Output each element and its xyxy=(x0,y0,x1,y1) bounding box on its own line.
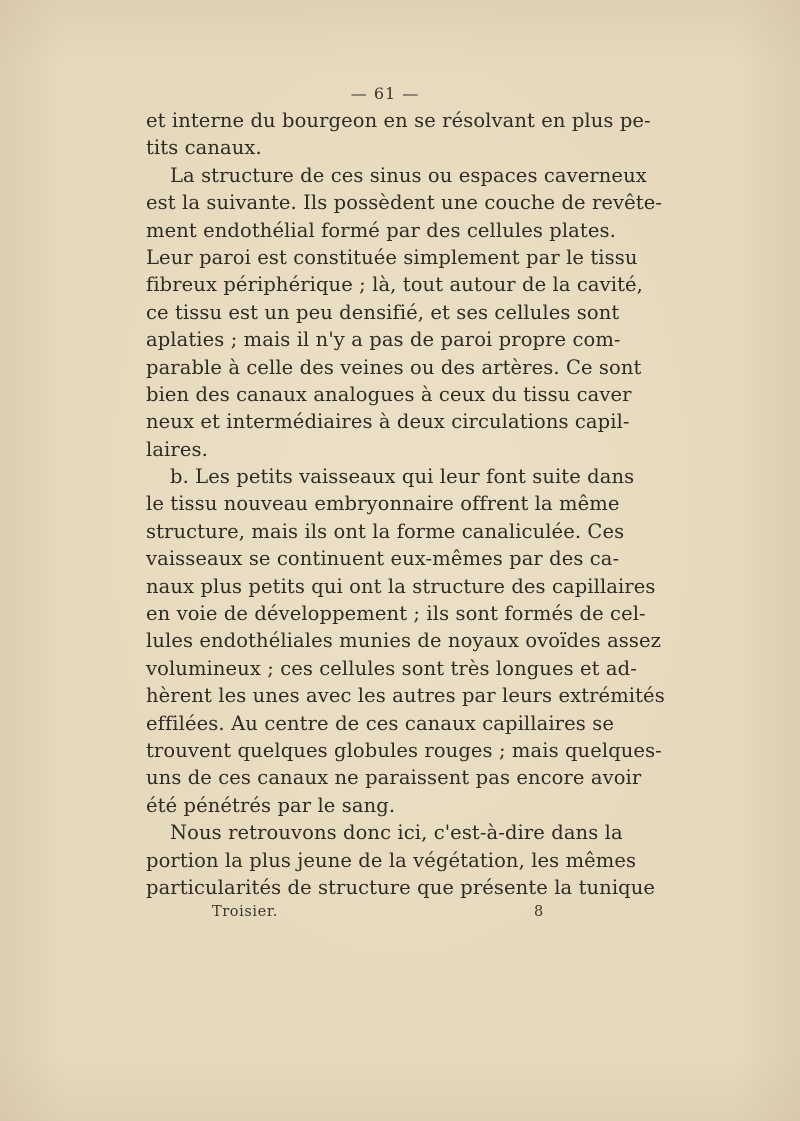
text-line: vaisseaux se continuent eux-mêmes par des ca- xyxy=(146,547,620,571)
body-text xyxy=(146,107,665,901)
text-line: structure, mais ils ont la forme canaliculée. Ces xyxy=(146,519,625,543)
text-line: effilées. Au centre de ces canaux capillaires se xyxy=(146,711,614,735)
text-line: trouvent quelques globules rouges ; mais quelques- xyxy=(146,738,662,762)
text-line: hèrent les unes avec les autres par leurs extrémités xyxy=(146,684,665,708)
text-line: tits canaux. xyxy=(146,136,262,160)
text-line: volumineux ; ces cellules sont très longues et ad- xyxy=(146,656,637,680)
text-line: portion la plus jeune de la végétation, les mêmes xyxy=(146,848,637,872)
text-line: parable à celle des veines ou des artères. Ce sont xyxy=(146,355,642,379)
text-line: fibreux périphérique ; là, tout autour de la cavité, xyxy=(146,273,643,297)
text-line: particularités de structure que présente la tunique xyxy=(146,875,656,899)
text-line: est la suivante. Ils possèdent une couche de revête- xyxy=(146,191,663,215)
text-line: lules endothéliales munies de noyaux ovoïdes assez xyxy=(146,629,662,653)
text-line: aplaties ; mais il n'y a pas de paroi propre com- xyxy=(146,328,621,352)
text-line: bien des canaux analogues à ceux du tissu caver xyxy=(146,382,632,406)
text-line: ment endothélial formé par des cellules plates. xyxy=(146,218,616,242)
text-line: laires. xyxy=(146,437,208,461)
signature-mark: 8 xyxy=(534,904,544,920)
text-line: b. Les petits vaisseaux qui leur font suite dans xyxy=(170,465,635,489)
page-footer xyxy=(212,904,552,926)
text-line: uns de ces canaux ne paraissent pas encore avoir xyxy=(146,766,642,790)
text-line: le tissu nouveau embryonnaire offrent la même xyxy=(146,492,620,516)
footer-author: Troisier. xyxy=(212,904,278,920)
text-line: Leur paroi est constituée simplement par le tissu xyxy=(146,245,638,269)
text-line: naux plus petits qui ont la structure des capillaires xyxy=(146,574,656,598)
text-line: et interne du bourgeon en se résolvant en plus pe- xyxy=(146,109,651,132)
text-line: été pénétrés par le sang. xyxy=(146,793,396,817)
text-line: en voie de développement ; ils sont formés de cel- xyxy=(146,602,646,626)
page-number: — 61 — xyxy=(350,84,420,103)
text-line: Nous retrouvons donc ici, c'est-à-dire dans la xyxy=(170,821,623,845)
text-line: neux et intermédiaires à deux circulations capil- xyxy=(146,410,630,434)
text-line: La structure de ces sinus ou espaces caverneux xyxy=(170,163,647,187)
text-line: ce tissu est un peu densifié, et ses cellules sont xyxy=(146,300,620,324)
